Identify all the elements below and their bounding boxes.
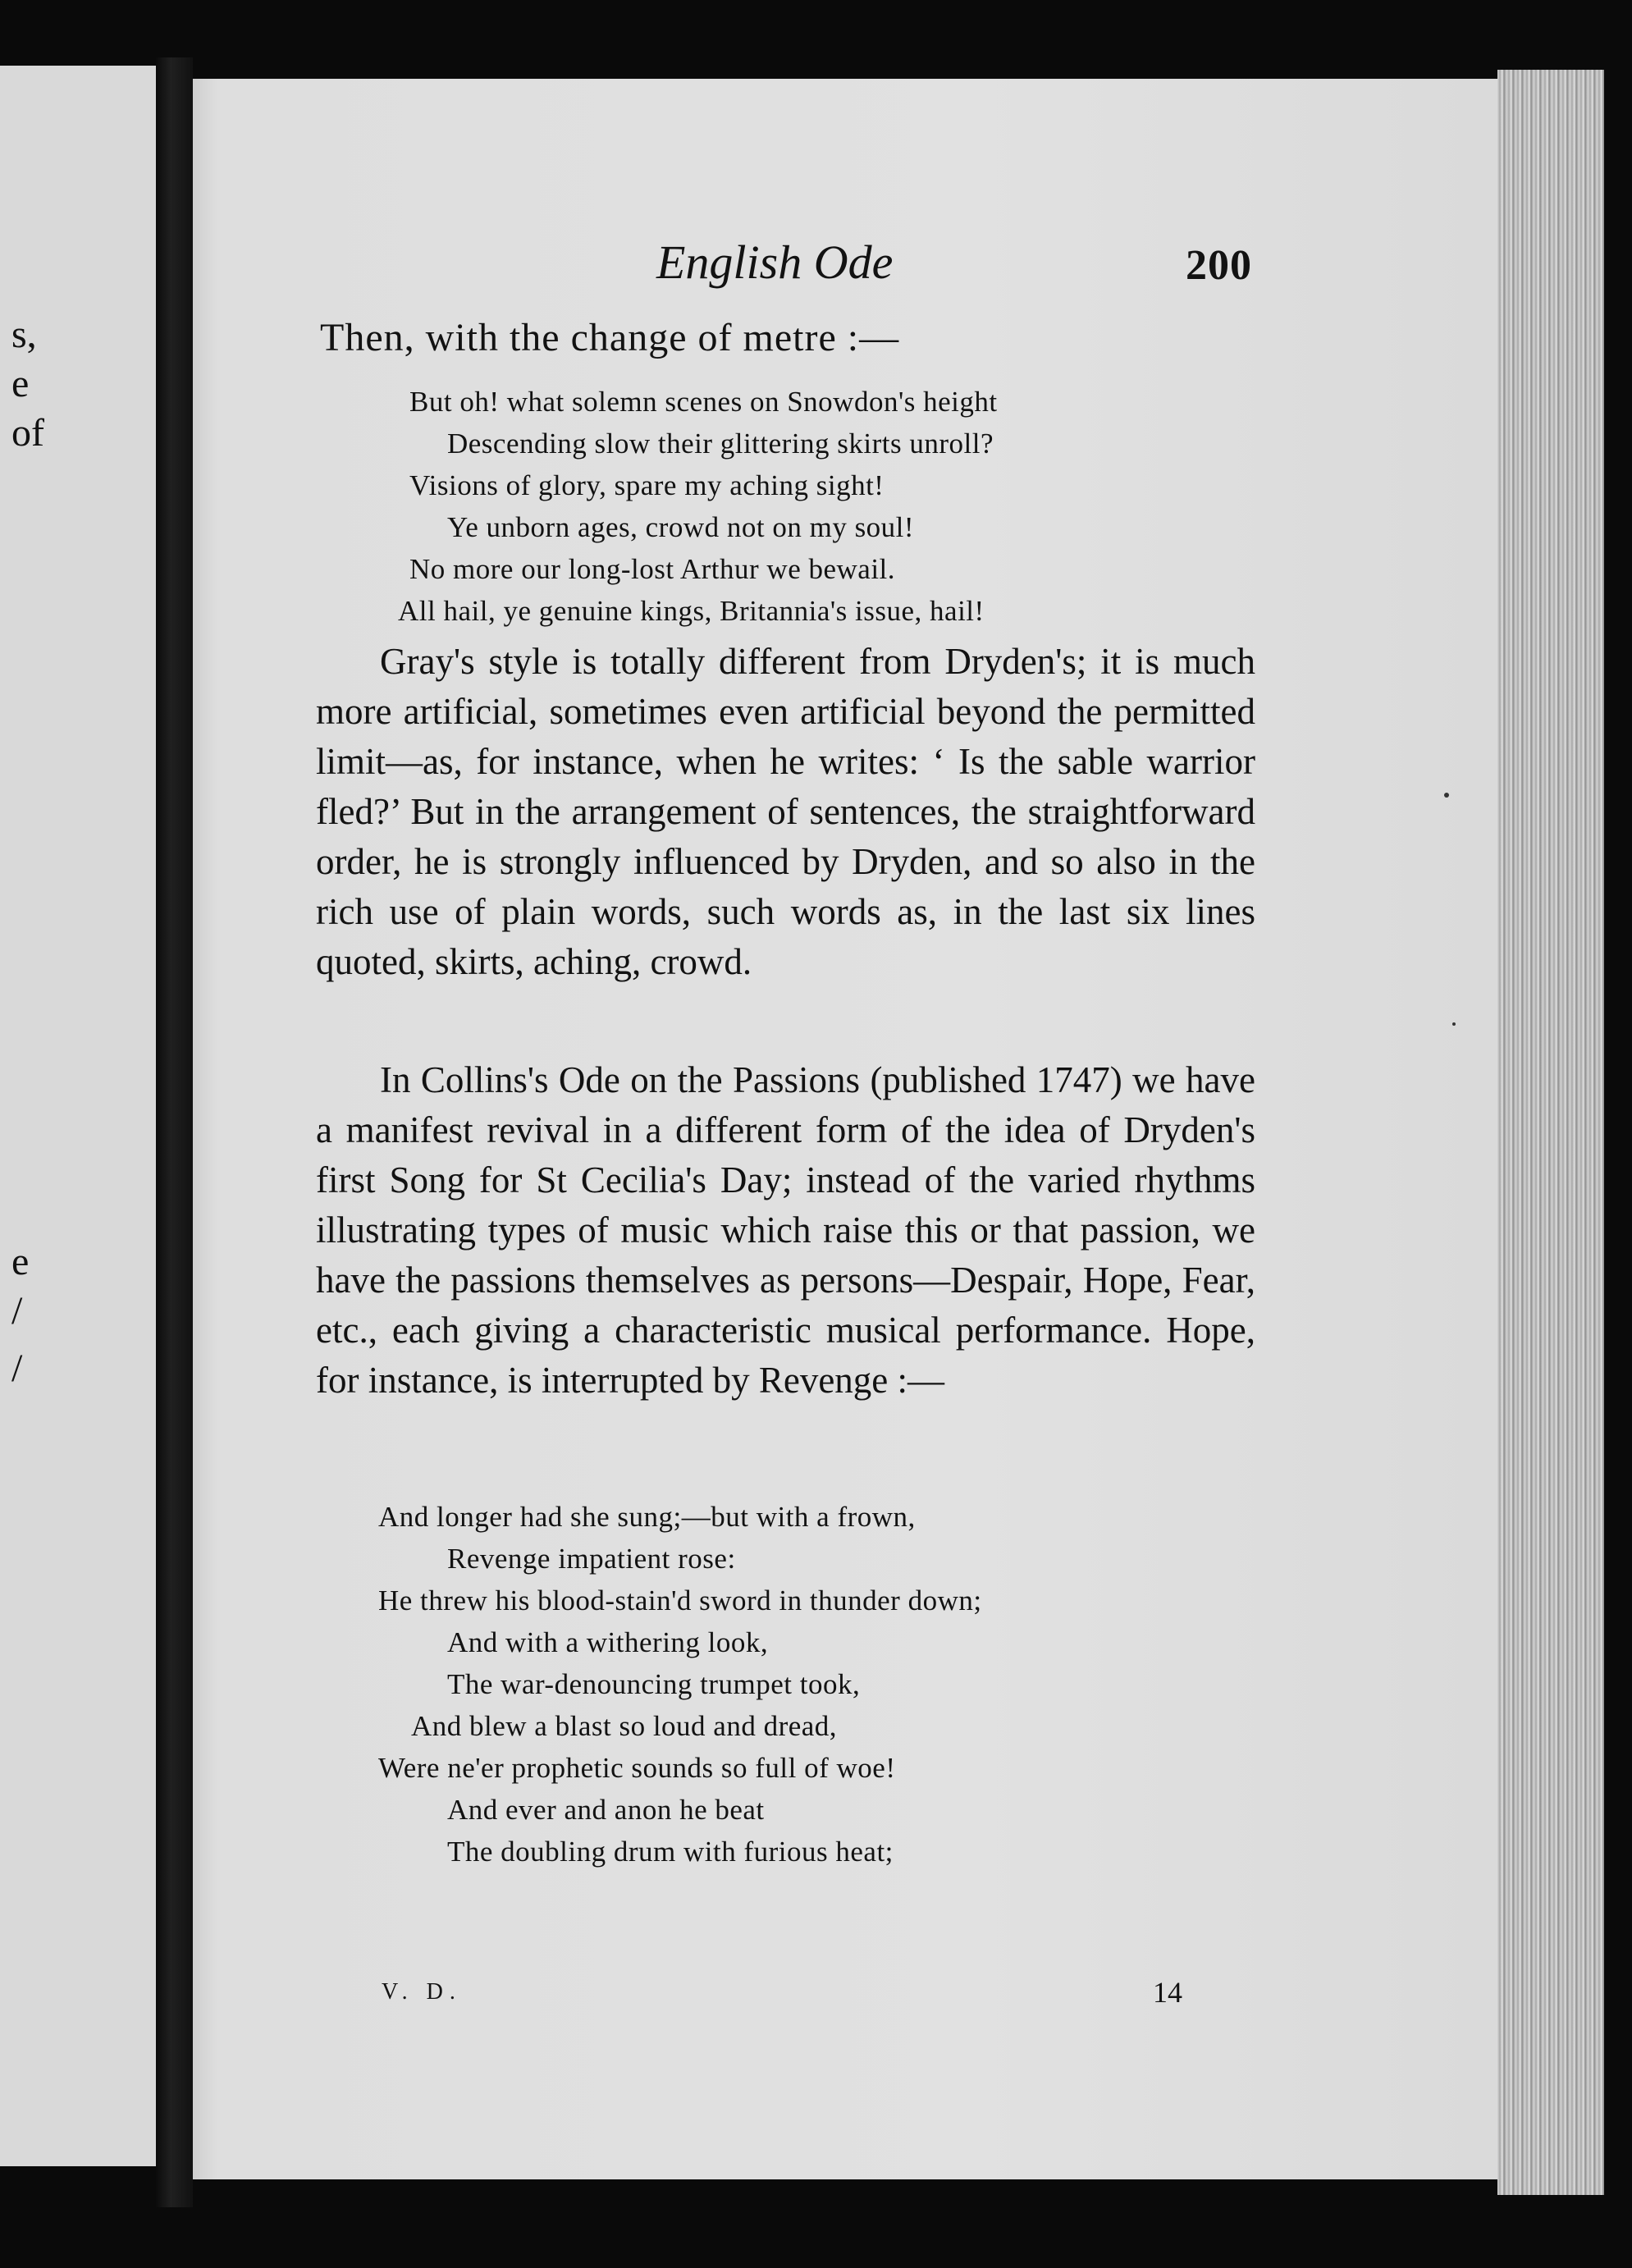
verse-introduction: Then, with the change of metre :— <box>320 316 900 359</box>
verse-line: And ever and anon he beat <box>447 1794 765 1826</box>
verse-line: The war-denouncing trumpet took, <box>447 1668 861 1700</box>
left-fragment: s, <box>11 313 37 356</box>
body-paragraph <box>316 637 1255 987</box>
verse-line: All hail, ye genuine kings, Britannia's issue, hail! <box>398 595 985 627</box>
verse-line: Descending slow their glittering skirts unroll? <box>447 428 994 460</box>
facing-page-fragment <box>0 66 158 2166</box>
verse-line: Visions of glory, spare my aching sight! <box>409 469 885 501</box>
book-binding-shadow <box>156 57 193 2207</box>
verse-line: He threw his blood-stain'd sword in thunder down; <box>378 1584 982 1616</box>
book-page <box>193 79 1497 2179</box>
verse-line: And longer had she sung;—but with a frown, <box>378 1501 916 1533</box>
body-paragraph <box>316 1055 1255 1406</box>
left-fragment: / <box>11 1347 23 1390</box>
page-header <box>193 235 1497 309</box>
left-fragment: / <box>11 1289 23 1333</box>
left-fragment: e <box>11 1240 30 1283</box>
verse-line: Revenge impatient rose: <box>447 1543 736 1575</box>
left-fragment: e <box>11 362 30 405</box>
quoted-verse-gray <box>357 381 998 632</box>
verse-line: Were ne'er prophetic sounds so full of woe! <box>378 1752 896 1784</box>
paragraph-gray-style: Gray's style is totally different from Dryden's; it is much more artificial, sometimes even artificial beyond the permitted limit—as, for instance, when he writes: ‘ Is the sable warrior fled?’ But in the arrangement of sentences, the straightforward order, he is strongly influenced by Dryden, and so also in the rich use of plain words, such words as, in the last six lines quoted, skirts, aching, crowd. <box>316 641 1255 982</box>
page-stack-edge <box>1497 70 1604 2195</box>
page-footer <box>193 1976 1497 2020</box>
verse-line: But oh! what solemn scenes on Snowdon's height <box>409 386 998 418</box>
verse-line: No more our long-lost Arthur we bewail. <box>409 553 896 585</box>
verse-line: And blew a blast so loud and dread, <box>411 1710 838 1742</box>
sheet-number: 14 <box>1153 1976 1182 2009</box>
verse-line: Ye unborn ages, crowd not on my soul! <box>447 511 915 543</box>
page-number: 200 <box>1186 242 1252 289</box>
left-fragment: of <box>11 411 44 455</box>
scan-speck <box>1452 1022 1456 1026</box>
running-title: English Ode <box>656 235 894 289</box>
paragraph-collins-ode: In Collins's Ode on the Passions (published 1747) we have a manifest revival in a different form of the idea of Dryden's first Song for St Cecilia's Day; instead of the varied rhythms illustrating types of music which raise this or that passion, we have the passions themselves as persons—Despair, Hope, Fear, etc., each giving a characteristic musical performance. Hope, for instance, is interrupted by Revenge :— <box>316 1059 1255 1401</box>
verse-line: The doubling drum with furious heat; <box>447 1836 894 1868</box>
verse-line: And with a withering look, <box>447 1626 769 1658</box>
quoted-verse-collins <box>357 1496 982 1872</box>
signature-mark: V. D. <box>382 1979 462 2005</box>
scan-speck <box>1444 793 1449 798</box>
